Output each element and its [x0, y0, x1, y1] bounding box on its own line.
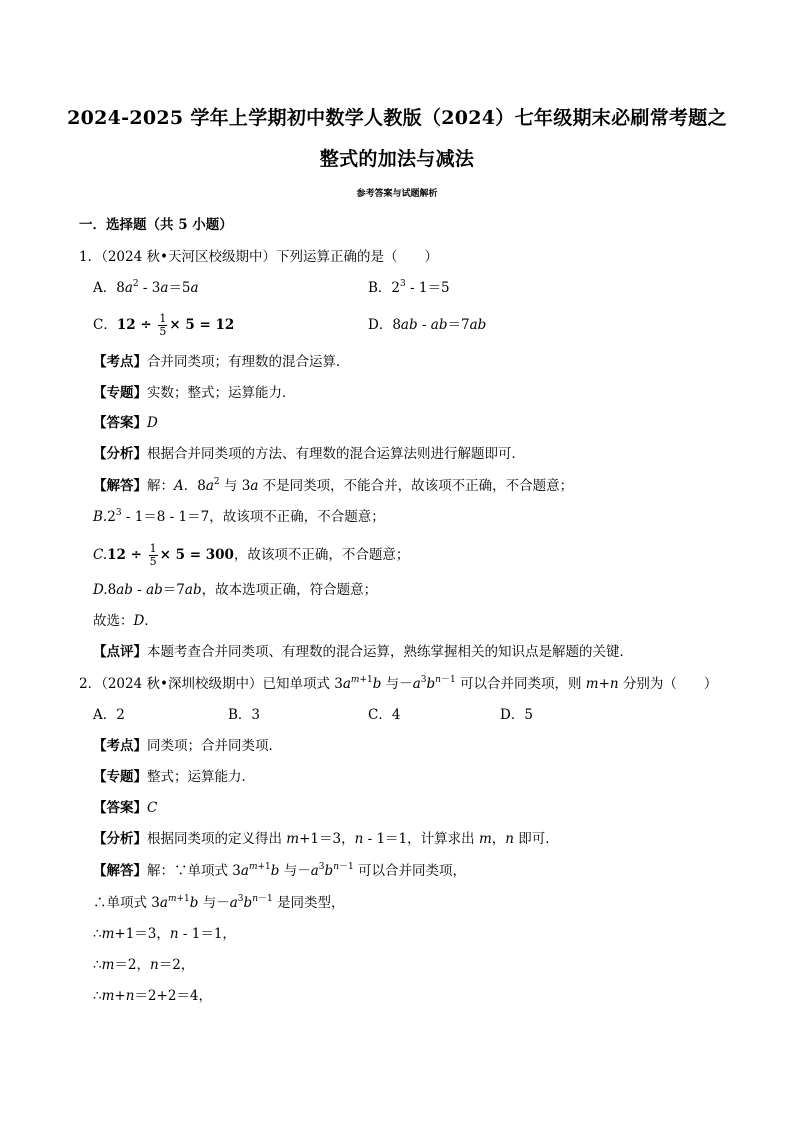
- document-title-line2: 整式的加法与减法: [319, 148, 475, 170]
- q2-option-c: C．4: [368, 707, 401, 723]
- q1-jieda-line3: C.12 ÷ $\frac{1}{5}$ × 5 = 300，故该项不正确，不合题意；: [93, 542, 410, 568]
- q1-option-c: C．12 ÷ $\frac{1}{5}$ × 5 = 12: [93, 312, 235, 338]
- q1-option-b: B．$2^3 - 1=5$: [368, 279, 450, 296]
- q2-zhuanti: 【专题】整式；运算能力．: [93, 769, 255, 785]
- q2-jieda-line5: ∴m+n＝2+2＝4，: [93, 988, 213, 1004]
- q1-answer: 【答案】D: [93, 415, 158, 431]
- q1-jieda-line5: 故选：D．: [93, 613, 158, 629]
- q1-stem: 1．（2024 秋•天河区校级期中）下列运算正确的是（ ）: [79, 249, 438, 265]
- q2-jieda-line2: ∴单项式 $3a^{m+1}b$ 与$-a^3b^{n-1}$ 是同类型，: [93, 894, 345, 911]
- q1-zhuanti: 【专题】实数；整式；运算能力．: [93, 385, 296, 401]
- q2-answer: 【答案】C: [93, 800, 158, 816]
- q1-dianping: 【点评】本题考查合并同类项、有理数的混合运算，熟练掌握相关的知识点是解题的关键．: [93, 644, 633, 660]
- q2-option-d: D．5: [500, 707, 533, 723]
- q1-jieda-line4: D.8ab - ab＝7ab，故本选项正确，符合题意；: [93, 582, 378, 598]
- q2-fenxi: 【分析】根据同类项的定义得出 m+1＝3，n - 1＝1，计算求出 m，n 即可．: [93, 831, 559, 847]
- section-heading: 一．选择题（共 5 小题）: [79, 217, 233, 233]
- q2-jieda-line1: 【解答】解：∵单项式 $3a^{m+1}b$ 与$-a^3b^{n-1}$ 可以合并同类项，: [93, 862, 467, 879]
- q1-option-a: A．$8a^2 - 3a=5a$: [93, 279, 199, 296]
- q2-option-b: B．3: [228, 707, 261, 723]
- q1-option-d: D．8ab - ab＝7ab: [368, 317, 487, 333]
- q1-kaodian: 【考点】合并同类项；有理数的混合运算．: [93, 354, 350, 370]
- document-subtitle: 参考答案与试题解析: [356, 189, 438, 199]
- q2-option-a: A．2: [93, 707, 125, 723]
- q2-kaodian: 【考点】同类项；合并同类项．: [93, 738, 282, 754]
- q1-jieda-line2: $B.2^3 - 1=8 - 1=7$，故该项不正确，不合题意；: [93, 508, 385, 525]
- q2-stem: 2．（2024 秋•深圳校级期中）已知单项式 $3a^{m+1}b$ 与$-a^3b^{n-1}$ 可以合并同类项，则 m+n 分别为（ ）: [79, 675, 718, 692]
- document-title-line1: 2024-2025 学年上学期初中数学人教版（2024）七年级期末必刷常考题之: [67, 107, 727, 129]
- q1-fenxi: 【分析】根据合并同类项的方法、有理数的混合运算法则进行解题即可．: [93, 446, 525, 462]
- q1-jieda-line1: 【解答】解：A．$8a^2$ 与 3a 不是同类项，不能合并，故该项不正确，不合题意；: [93, 477, 574, 494]
- q2-jieda-line4: ∴m＝2，n＝2，: [93, 957, 195, 973]
- q2-jieda-line3: ∴m+1＝3，n - 1＝1，: [93, 926, 236, 942]
